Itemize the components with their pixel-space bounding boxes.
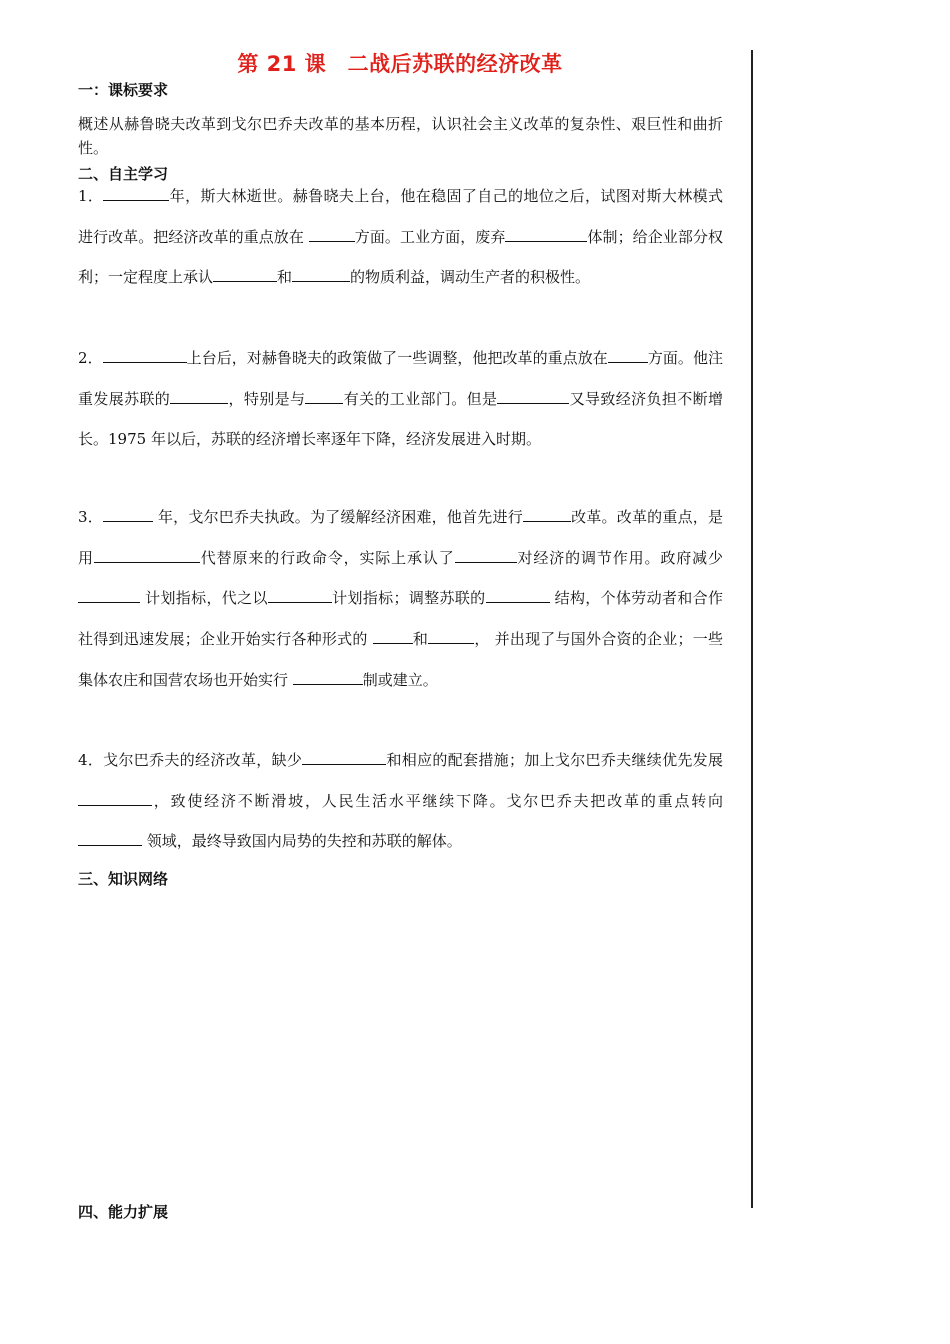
question-3-text: 结构，个体劳动者和合作社得到迅速发展；企业开始实行各种形式的 (78, 589, 723, 649)
fill-blank[interactable] (309, 225, 355, 242)
fill-blank[interactable] (293, 668, 363, 685)
section-heading-knowledge-network: 三、知识网络 (78, 870, 169, 888)
fill-blank[interactable] (428, 627, 474, 644)
question-2-text: 方面。他注重发展苏联的 (78, 349, 723, 408)
question-3-text: 年，戈尔巴乔夫执政。为了缓解经济困难，他首先进行 (152, 508, 523, 526)
question-3-text: 代替原来的行政命令，实际上承认了 (199, 548, 455, 567)
question-3-text: 改革。改革的重点，是用 (78, 508, 723, 567)
margin-rule (751, 50, 753, 1208)
fill-blank[interactable] (302, 748, 386, 765)
fill-blank[interactable] (94, 546, 200, 563)
curriculum-text: 概述从赫鲁晓夫改革到戈尔巴乔夫改革的基本历程，认识社会主义改革的复杂性、艰巨性和曲折性。 (78, 115, 723, 157)
fill-blank[interactable] (305, 387, 343, 404)
fill-blank[interactable] (268, 587, 332, 604)
fill-blank[interactable] (213, 266, 277, 283)
question-4 (78, 740, 723, 862)
question-1 (78, 176, 723, 298)
fill-blank[interactable] (505, 225, 587, 242)
fill-blank[interactable] (170, 387, 228, 404)
section-heading-self-study: 二、自主学习 (78, 165, 169, 183)
fill-blank[interactable] (103, 184, 169, 201)
question-3 (78, 497, 723, 701)
fill-blank[interactable] (78, 789, 152, 806)
question-2-text: 上台后，对赫鲁晓夫的政策做了一些调整，他把改革的重点放在 (186, 349, 608, 367)
fill-blank[interactable] (78, 587, 140, 604)
fill-blank[interactable] (523, 505, 571, 522)
question-3-text: 3． (78, 508, 103, 526)
question-1-text: 1． (78, 187, 104, 205)
question-3-text: 制或建立。 (362, 670, 438, 689)
fill-blank[interactable] (486, 587, 550, 604)
question-1-text: 方面。工业方面，废弃 (354, 227, 506, 246)
question-3-text: 计划指标；调整苏联的 (331, 589, 486, 608)
question-4-text: 和相应的配套措施；加上戈尔巴乔夫继续优先发展 (386, 751, 723, 769)
fill-blank[interactable] (103, 346, 187, 363)
section-heading-curriculum: 一：课标要求 (78, 81, 169, 99)
question-1-text: 的物质利益，调动生产者的积极性。 (350, 268, 591, 287)
question-1-text: 体制；给企业部分权利；一定程度上承认 (78, 227, 723, 287)
question-2-text: 有关的工业部门。但是 (343, 389, 498, 408)
fill-blank[interactable] (373, 627, 413, 644)
fill-blank[interactable] (608, 346, 648, 363)
section-heading-ability-extension: 四、能力扩展 (78, 1203, 169, 1221)
question-2-text: 2． (78, 349, 103, 367)
question-2-text: 又导致经济负担不断增长。1975 年以后，苏联的经济增长率逐年下降，经济发展进入时期。 (78, 389, 723, 449)
question-4-text: ，致使经济不断滑坡，人民生活水平继续下降。戈尔巴乔夫把改革的重点转向 (152, 791, 723, 810)
question-3-text: 计划指标，代之以 (140, 589, 268, 608)
fill-blank[interactable] (103, 505, 153, 522)
fill-blank[interactable] (78, 830, 142, 847)
question-4-text: 4．戈尔巴乔夫的经济改革，缺少 (78, 751, 303, 769)
question-3-text: ， 并出现了与国外合资的企业；一些集体农庄和国营农场也开始实行 (78, 630, 723, 689)
fill-blank[interactable] (455, 546, 517, 563)
fill-blank[interactable] (292, 266, 350, 283)
question-3-text: 对经济的调节作用。政府减少 (516, 548, 723, 567)
fill-blank[interactable] (497, 387, 569, 404)
question-2 (78, 338, 723, 460)
question-3-text: 和 (412, 630, 429, 649)
question-1-text: 和 (277, 268, 293, 287)
question-1-text: 年，斯大林逝世。赫鲁晓夫上台，他在稳固了自己的地位之后，试图对斯大林模式进行改革。把经济改革的重点放在 (78, 187, 723, 246)
question-2-text: ，特别是与 (228, 389, 306, 408)
page-title: 第 21 课 二战后苏联的经济改革 (237, 52, 563, 76)
question-4-text: 领域，最终导致国内局势的失控和苏联的解体。 (142, 832, 462, 851)
